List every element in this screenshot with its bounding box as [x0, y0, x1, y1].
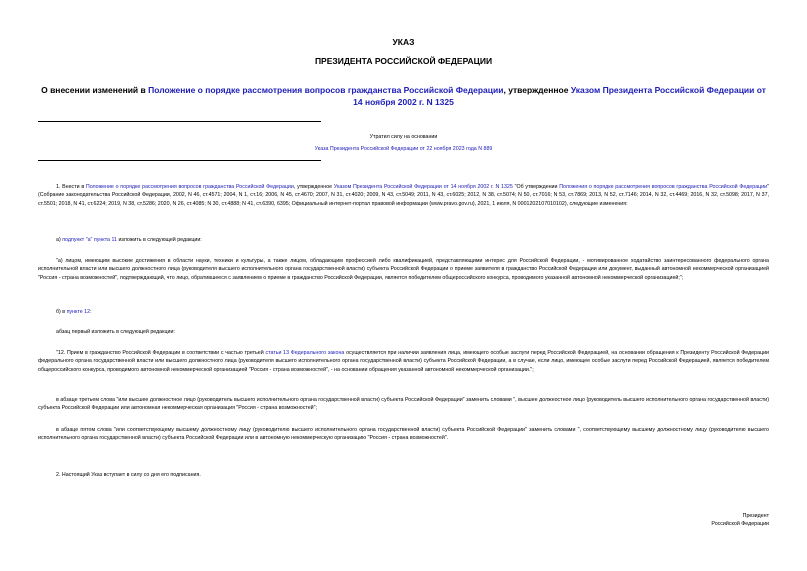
- p4-text: в абзаце пятом слова "или соответствующему высшему должностному лицу (руководителю высшего исполнительного органа государственной власти) субъекта Российской Федерации" заменить словами ", соответствующему высшему должностному лицу (руководителю высшего исполнительного органа государственной власти) субъекта Российской Федерации или в автономную некоммерческую организацию "Россия - страна возможностей".: [38, 427, 769, 442]
- p1-text-b: , утвержденное: [293, 184, 334, 190]
- signature-country: Российской Федерации: [711, 521, 769, 528]
- p1-link-regulation-2[interactable]: Положения о порядке рассмотрения вопросов гражданства Российской Федерации: [559, 184, 768, 190]
- repeal-link-line: [0, 146, 807, 152]
- paragraph-2: [38, 471, 769, 479]
- pb-sub-text: абзац первый изложить в следующей редакции:: [56, 329, 175, 335]
- p1-text-c: "Об утверждении: [512, 184, 560, 190]
- p12-link-law[interactable]: статьи 13 Федерального закона: [265, 350, 345, 356]
- divider-top: [38, 121, 321, 122]
- paragraph-1: [38, 183, 769, 208]
- p12-text-b: осуществляется при наличии заявления лица, имеющего особые заслуги перед Российской Федерацией, на основании обращения к Президенту Российской Федерации федерального органа государственной власти или высшего должностного лица (руководителя высшего исполнительного органа государственной власти) субъекта Российской Федерации, а в случае, если лицо, имеющее особые заслуги перед Российской Федерацией, является победителем общероссийского конкурса, проводимого автономной некоммерческой организацией "Россия - страна возможностей", - на основании обращения указанной автономной некоммерческой организации.";: [38, 350, 770, 373]
- pa-link[interactable]: подпункт "а" пункта 11: [62, 237, 117, 243]
- signature-title: Президент: [742, 513, 769, 519]
- repeal-note: Утратил силу на основании: [369, 134, 438, 140]
- p1-text-a: 1. Внести в: [56, 184, 86, 190]
- title-middle: , утвержденное: [503, 85, 571, 95]
- decree-heading: УКАЗ: [392, 37, 415, 47]
- p12-text-a: "12. Прием в гражданство Российской Федерации в соответствии с частью третьей: [56, 350, 266, 356]
- p5-text: 2. Настоящий Указ вступает в силу со дня его подписания.: [56, 472, 201, 478]
- decree-issuer: ПРЕЗИДЕНТА РОССИЙСКОЙ ФЕДЕРАЦИИ: [314, 56, 493, 66]
- p1-link-decree[interactable]: Указом Президента Российской Федерации от 14 ноября 2002 г. N 1325: [333, 184, 513, 190]
- divider-bottom: [38, 160, 321, 161]
- pb-text-a: б) в: [56, 309, 67, 315]
- pb-text-b: :: [90, 309, 92, 315]
- pa-text-b: изложить в следующей редакции:: [116, 237, 202, 243]
- pa-text-a: а): [56, 237, 63, 243]
- paragraph-12: [38, 349, 769, 374]
- signature: [711, 512, 769, 529]
- pb-link[interactable]: пункте 12: [66, 309, 91, 315]
- paragraph-abzac-3: [38, 396, 769, 413]
- title-link-regulation[interactable]: Положение о порядке рассмотрения вопросов гражданства Российской Федерации: [148, 85, 504, 95]
- paragraph-b-sub: [38, 328, 769, 336]
- paragraph-abzac-5: [38, 426, 769, 443]
- p3-text: в абзаце третьем слова "или высшее должностное лицо (руководитель высшего исполнительного органа государственной власти) субъекта Российской Федерации" заменить словами ", высшее должностное лицо (руководитель высшего исполнительного органа государственной власти) субъекта Российской Федерации или автономная некоммерческая организация "Россия - страна возможностей";: [38, 397, 769, 412]
- pa-body: "а) лицом, имеющим высокие достижения в области науки, техники и культуры, а также лицом, обладающим профессией либо квалификацией, представляющими интерес для Российской Федерации, - мотивированное ходатайство заинтересованного федерального органа исполнительной власти или высшего должностного лица (руководителя высшего исполнительного органа государственной власти) субъекта Российской Федерации о приеме заявителя в гражданство Российской Федерации или документ, выданный автономной некоммерческой организацией "Россия - страна возможностей", подтверждающий, что лицо, обратившееся с заявлением о приеме в гражданство Российской Федерации, является победителем общероссийского конкурса, проводимого указанной автономной некоммерческой организацией;";: [38, 258, 769, 281]
- p1-text-d: " (Собрание законодательства Российской Федерации, 2002, N 46, ст.4571; 2004, N 1, ст.16; 2006, N 45, ст.4670; 2007, N 31, ст.4020; 2009, N 43, ст.5049; 2011, N 43, ст.6025; 2012, N 38, ст.5074; N 50, ст.7016; N 53, ст.7869; 2013, N 52, ст.7146; 2014, N 32, ст.4469; 2016, N 32, ст.5098; 2017, N 37, ст.5501; 2018, N 41, ст.6224; 2019, N 38, ст.5286; 2020, N 26, ст.4085; N 30, ст.4888; N 41, ст.6390, 6395; Официальный интернет-портал правовой информации (www.pravo.gov.ru), 2021, 1 июля, N 0001202107010102), следующие изменения:: [38, 184, 769, 207]
- paragraph-a-text: [38, 257, 769, 282]
- title-link-decree[interactable]: Указом Президента Российской Федерации от 14 ноября 2002 г. N 1325: [353, 85, 766, 107]
- document-title: [38, 84, 769, 108]
- paragraph-b: [38, 308, 769, 316]
- paragraph-a: [38, 236, 769, 244]
- p1-link-regulation[interactable]: Положение о порядке рассмотрения вопросов гражданства Российской Федерации: [85, 184, 294, 190]
- repeal-link[interactable]: Указа Президента Российской Федерации от 22 ноября 2023 года N 889: [314, 146, 493, 152]
- title-prefix: О внесении изменений в: [41, 85, 149, 95]
